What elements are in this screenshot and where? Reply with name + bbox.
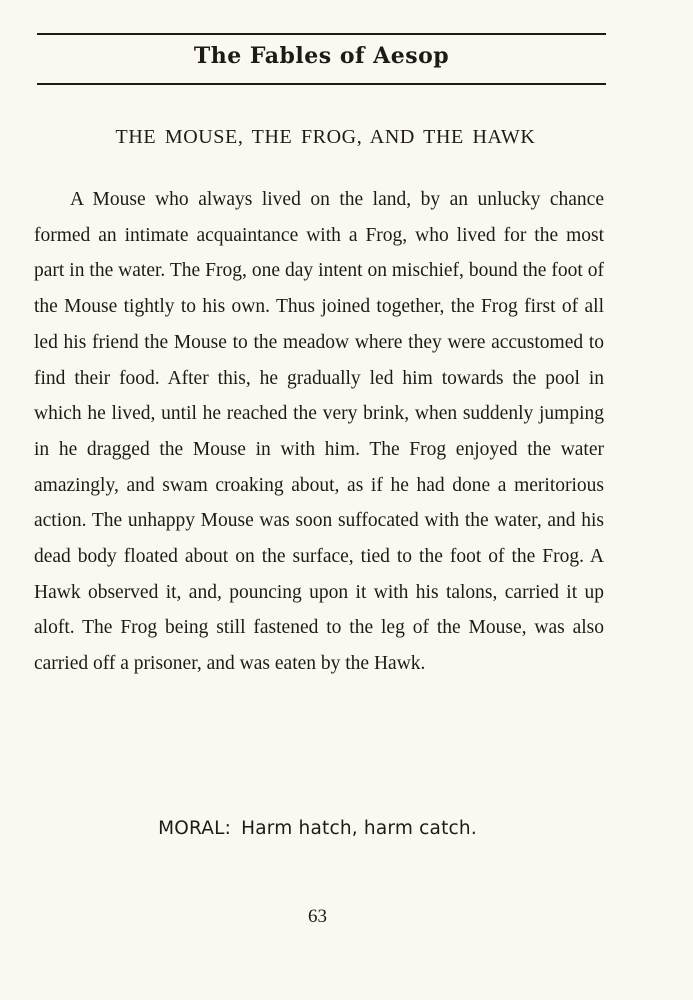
- moral-line: [0, 818, 635, 839]
- page-number: 63: [308, 906, 327, 927]
- story-title: THE MOUSE, THE FROG, AND THE HAWK: [115, 126, 536, 148]
- story-body: A Mouse who always lived on the land, by an unlucky chance formed an intimate acquaintance with a Frog, who lived for the most part in the water. The Frog, one day intent on mischief, bound the foot of the Mouse tightly to his own. Thus joined together, the Frog first of all led his friend the Mouse to the meadow where they were accustomed to find their food. After this, he gradually led him towards the pool in which he lived, until he reached the very brink, when suddenly jumping in he dragged the Mouse in with him. The Frog enjoyed the water amazingly, and swam croaking about, as if he had done a meritorious action. The unhappy Mouse was soon suffocated with the water, and his dead body floated about on the surface, tied to the foot of the Frog. A Hawk observed it, and, pouncing upon it with his talons, carried it up aloft. The Frog being still fastened to the leg of the Mouse, was also carried off a prisoner, and was eaten by the Hawk.: [34, 189, 604, 675]
- running-header: [37, 33, 606, 85]
- running-title: The Fables of Aesop: [193, 43, 450, 69]
- moral-text: Harm hatch, harm catch.: [241, 818, 477, 839]
- moral-label: MORAL:: [158, 818, 232, 839]
